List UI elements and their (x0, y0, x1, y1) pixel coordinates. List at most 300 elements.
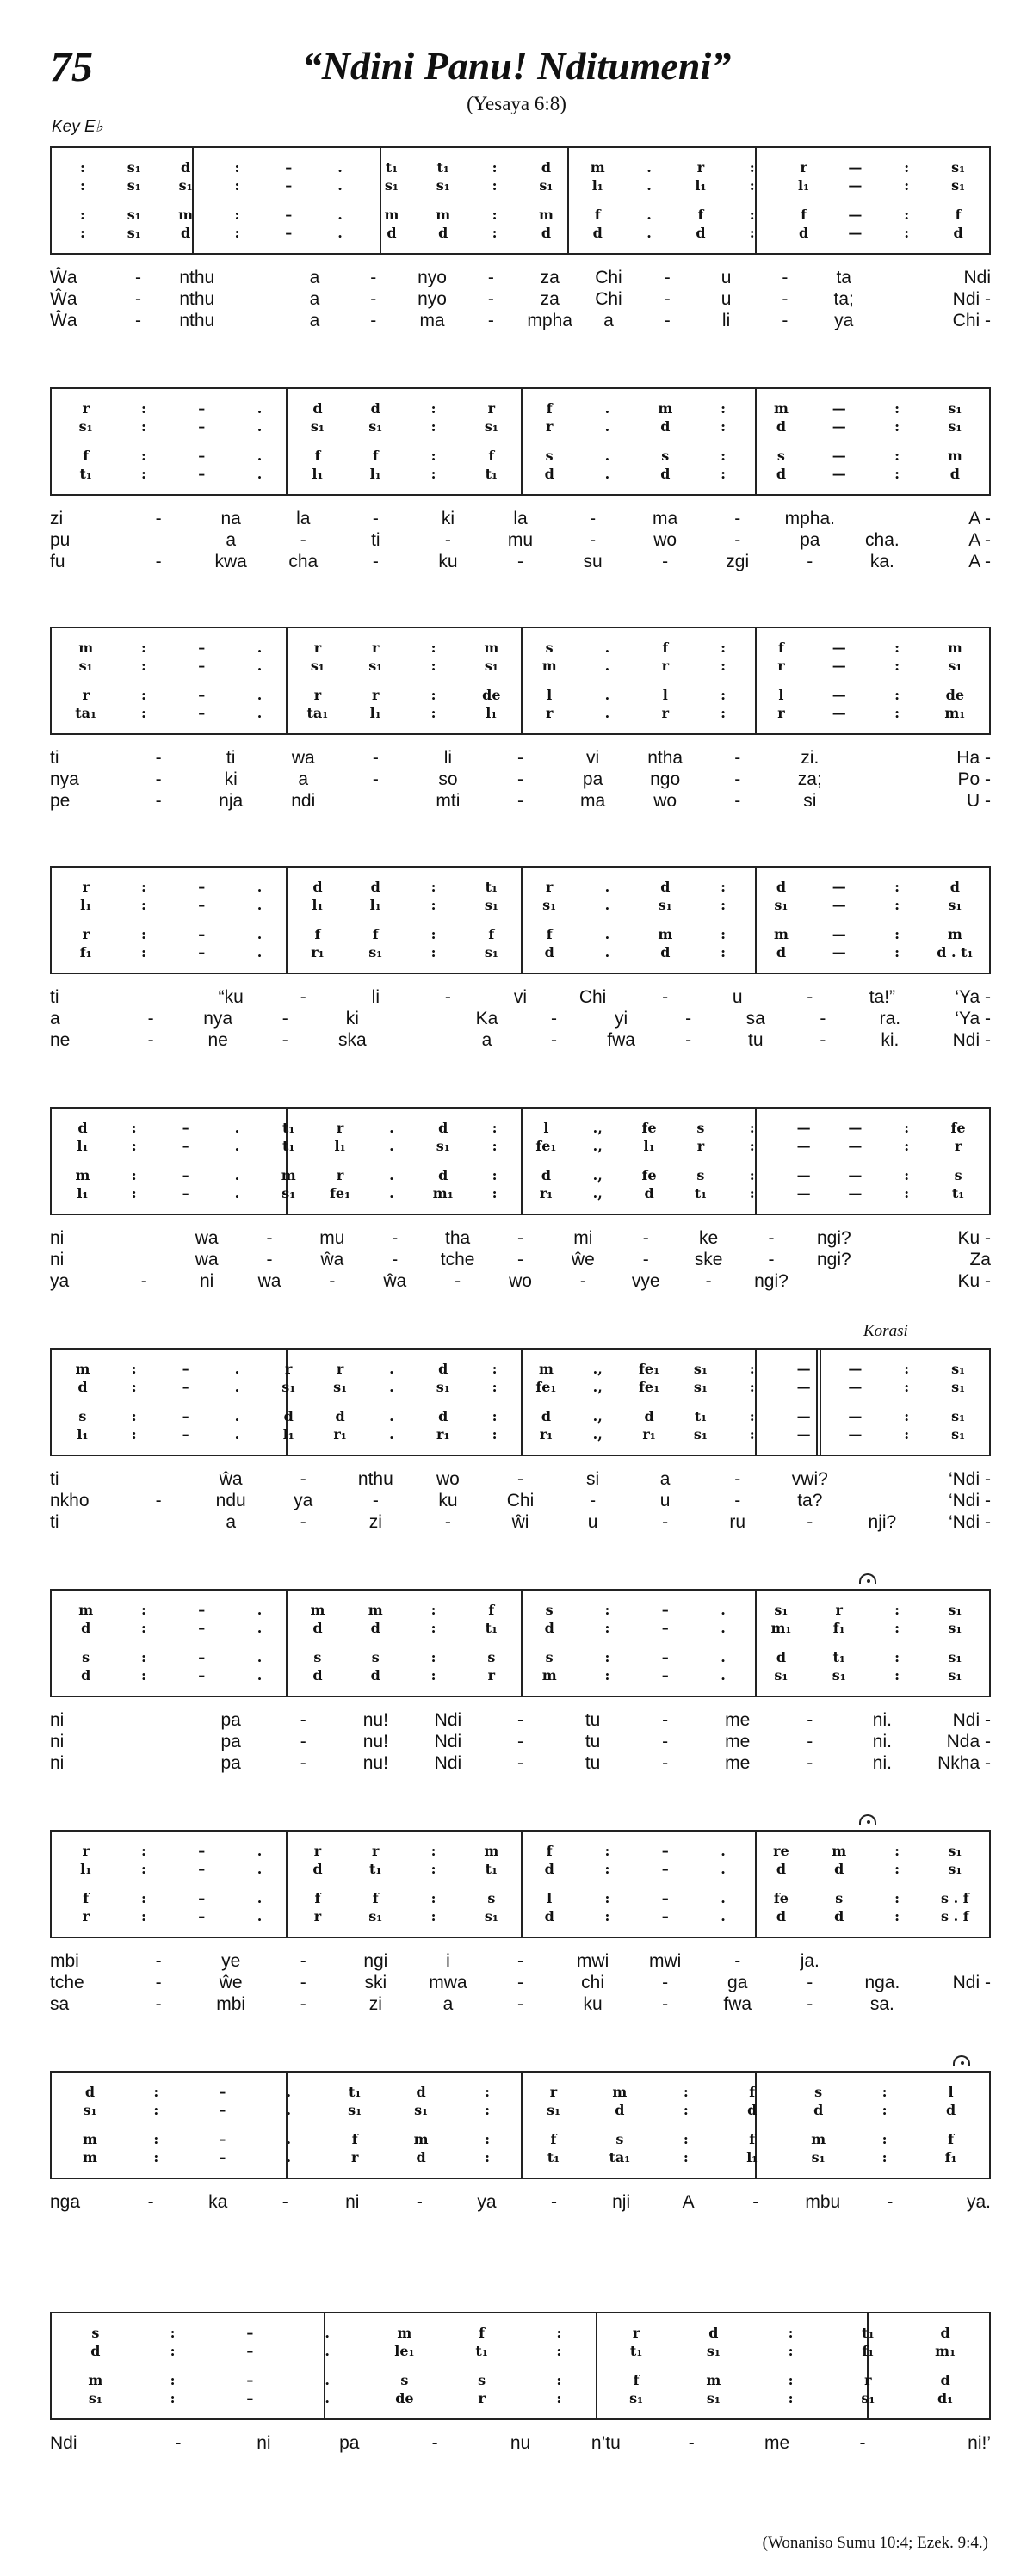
solfa-note: r (800, 158, 807, 176)
solfa-note: r (478, 2389, 486, 2406)
voice-part-row (57, 417, 984, 435)
lyric-line (50, 1008, 991, 1029)
lyric-syllable: a (226, 1511, 237, 1532)
lyric-syllable: Ku - (957, 1227, 991, 1248)
solfa-note: f (633, 2371, 640, 2388)
solfa-note: s (696, 1166, 705, 1183)
solfa-note: . (604, 447, 610, 464)
solfa-note: – (661, 1619, 669, 1636)
solfa-note: : (141, 704, 146, 721)
voice-part-row (57, 896, 984, 913)
solfa-note: . (257, 704, 263, 721)
solfa-note: f (372, 447, 379, 464)
lyric-syllable: vye (631, 1270, 660, 1291)
solfa-note: : (749, 1137, 755, 1154)
solfa-note: . (604, 896, 610, 913)
solfa-note: r (313, 1842, 322, 1859)
lyric-syllable: - (662, 1731, 669, 1751)
solfa-note: r₁ (333, 1425, 347, 1442)
voice-part-row (57, 1860, 984, 1877)
solfa-note: : (153, 2083, 159, 2100)
lyric-syllable: zi (368, 1993, 382, 2014)
solfa-note: . (721, 1842, 726, 1859)
lyric-syllable: wo (653, 529, 677, 550)
solfa-note: : (894, 686, 900, 703)
solfa-note: m (413, 2130, 429, 2147)
solfa-note: – (198, 447, 206, 464)
solfa-note: : (749, 1425, 755, 1442)
lyric-syllable: - (372, 508, 379, 528)
lyric-syllable: - (372, 1490, 379, 1510)
lyric-syllable: n’tu (591, 2432, 621, 2453)
lyric-syllable: u (721, 288, 732, 309)
solfa-note: d (834, 1907, 844, 1924)
lyric-syllable: a (442, 1993, 454, 2014)
lyric-syllable: Ha - (956, 747, 991, 768)
lyric-syllable: - (516, 1972, 523, 1992)
solfa-note: – (661, 1666, 669, 1683)
solfa-note: . (257, 878, 263, 895)
lyric-syllable: Ŵa (50, 267, 77, 287)
solfa-note: r₁ (642, 1425, 656, 1442)
solfa-note: r (350, 2148, 359, 2165)
solfa-note: t₁ (485, 1860, 498, 1877)
solfa-note: r (82, 878, 90, 895)
solfa-note: . (604, 925, 610, 942)
solfa-note: l (543, 1119, 549, 1136)
fermata-icon (859, 1814, 876, 1825)
lyric-syllable: - (516, 1731, 523, 1751)
lyric-syllable: - (487, 288, 494, 309)
solfa-note: : (894, 417, 900, 435)
lyric-syllable: - (266, 1227, 273, 1248)
solfa-note: . (721, 1889, 726, 1906)
lyric-syllable: pa (220, 1752, 241, 1773)
lyric-line (50, 1993, 991, 2015)
solfa-note: : (234, 224, 240, 241)
solfa-note: . (257, 686, 263, 703)
solfa-note: : (894, 878, 900, 895)
solfa-note: s . f (941, 1907, 969, 1924)
hymn-scripture-reference: (Yesaya 6:8) (467, 93, 566, 114)
solfa-note: . (337, 224, 343, 241)
lyric-syllable: - (372, 747, 379, 768)
lyric-syllable: - (147, 1008, 154, 1029)
solfa-note: d (81, 1619, 91, 1636)
solfa-note: r (835, 1601, 843, 1618)
solfa-note: d (747, 2101, 758, 2118)
lyric-syllable: mbi (50, 1950, 79, 1971)
lyric-syllable: nu! (362, 1709, 388, 1730)
solfa-note: . (234, 1184, 240, 1202)
lyric-line (50, 1490, 991, 1511)
lyric-syllable: ni (50, 1731, 65, 1751)
solfa-note: – (182, 1360, 189, 1377)
solfa-note: s (82, 1648, 90, 1665)
lyric-syllable: - (664, 310, 671, 330)
solfa-note: . (257, 896, 263, 913)
solfa-note: : (131, 1378, 137, 1395)
lyric-syllable: li (443, 747, 453, 768)
solfa-note: : (788, 2324, 794, 2341)
lyric-syllable: - (281, 1029, 288, 1050)
lyric-syllable: ki. (881, 1029, 900, 1050)
solfa-note: d (660, 878, 671, 895)
solfa-note: d (180, 224, 191, 241)
solfa-note: . (646, 224, 652, 241)
solfa-note: r (487, 1666, 496, 1683)
lyric-line (50, 1249, 991, 1270)
lyric-syllable: vi (513, 986, 528, 1007)
solfa-note: : (153, 2101, 159, 2118)
solfa-note: s₁ (384, 176, 399, 194)
solfa-note: — (832, 878, 846, 895)
solfa-note: . (604, 704, 610, 721)
lyric-syllable: - (431, 2432, 438, 2453)
lyric-syllable: - (175, 2432, 182, 2453)
solfa-note: . (286, 2148, 292, 2165)
solfa-note: — (848, 206, 863, 223)
solfa-note: : (721, 686, 727, 703)
solfa-note: : (141, 896, 146, 913)
lyric-syllable: - (444, 986, 451, 1007)
solfa-note: r (777, 657, 785, 674)
lyric-syllable: Nkha - (937, 1752, 991, 1773)
solfa-note: : (683, 2130, 689, 2147)
solfa-note: s₁ (88, 2389, 102, 2406)
lyric-syllable: - (516, 1993, 523, 2014)
solfa-note: – (182, 1184, 189, 1202)
solfa-note: : (904, 1378, 910, 1395)
solfa-note: r₁ (539, 1184, 554, 1202)
voice-part-row (57, 465, 984, 482)
solfa-note: : (430, 925, 436, 942)
solfa-note: — (832, 639, 846, 656)
solfa-note: . (257, 1907, 263, 1924)
voice-part-row (57, 2101, 984, 2118)
solfa-note: re (773, 1842, 789, 1859)
solfa-note: s₁ (484, 943, 498, 961)
solfa-note: — (832, 704, 846, 721)
lyric-syllable: wa (257, 1270, 281, 1291)
solfa-note: s (661, 447, 670, 464)
solfa-note: t₁ (436, 158, 449, 176)
lyric-syllable: a (50, 1008, 60, 1029)
lyric-syllable: ni (199, 1270, 214, 1291)
solfa-note: s₁ (484, 896, 498, 913)
lyrics-block (50, 2432, 991, 2454)
lyric-syllable: tu (585, 1731, 601, 1751)
lyric-syllable: wo (436, 1468, 460, 1489)
lyric-syllable: - (444, 1511, 451, 1532)
lyric-line (50, 529, 991, 551)
lyric-syllable: kwa (214, 551, 247, 571)
voice-part-row (57, 2083, 984, 2100)
lyric-syllable: - (516, 769, 523, 789)
lyric-syllable: - (300, 1731, 306, 1751)
solfa-note: : (556, 2342, 562, 2359)
solfa-note: . (257, 1601, 263, 1618)
solfa-note: s (545, 639, 554, 656)
lyric-syllable: tu (747, 1029, 764, 1050)
solfa-note: : (430, 896, 436, 913)
solfa-note: : (721, 417, 727, 435)
solfa-note: f (488, 447, 495, 464)
lyric-syllable: a (226, 529, 237, 550)
solfa-note: l (662, 686, 668, 703)
solfa-note: : (904, 1425, 910, 1442)
solfa-note: – (198, 1842, 206, 1859)
lyric-syllable: li (721, 310, 731, 330)
solfa-note: : (894, 704, 900, 721)
lyric-syllable: - (300, 529, 306, 550)
solfa-note: – (182, 1425, 189, 1442)
lyric-syllable: nkho (50, 1490, 90, 1510)
solfa-note: : (749, 1119, 755, 1136)
solfa-note: m (947, 447, 962, 464)
lyric-syllable: - (372, 551, 379, 571)
lyric-syllable: - (444, 529, 451, 550)
solfa-note: s₁ (948, 1842, 962, 1859)
solfa-note: – (246, 2324, 254, 2341)
lyric-syllable: - (734, 1490, 741, 1510)
lyrics-block (50, 1709, 991, 1774)
lyric-syllable: - (516, 1249, 523, 1269)
voice-part-row (57, 1907, 984, 1924)
lyric-syllable: ‘Ndi - (948, 1468, 991, 1489)
solfa-note: r (313, 639, 322, 656)
voice-part-row (57, 1648, 984, 1665)
lyric-syllable: Chi (595, 288, 622, 309)
solfa-note: : (721, 704, 727, 721)
music-system (50, 146, 991, 331)
lyric-line (50, 1731, 991, 1752)
lyric-syllable: - (147, 1029, 154, 1050)
solfa-staff-box (50, 2312, 991, 2420)
solfa-note: : (788, 2371, 794, 2388)
solfa-note: . (389, 1360, 394, 1377)
solfa-note: : (721, 657, 727, 674)
solfa-note: — (796, 1425, 811, 1442)
solfa-note: : (485, 2130, 490, 2147)
solfa-note: . (234, 1119, 240, 1136)
lyric-syllable: na (220, 508, 241, 528)
solfa-note: : (749, 224, 755, 241)
solfa-note: s₁ (948, 417, 962, 435)
lyric-line (50, 310, 991, 331)
solfa-note: : (894, 896, 900, 913)
solfa-note: — (832, 417, 846, 435)
lyric-syllable: cha (288, 551, 319, 571)
solfa-staff-box (50, 627, 991, 735)
lyric-syllable: - (579, 1270, 586, 1291)
lyric-syllable: - (782, 267, 789, 287)
solfa-note: r (285, 1360, 293, 1377)
lyric-syllable: nthu (179, 267, 215, 287)
lyric-syllable: - (662, 1972, 669, 1992)
solfa-note: . (337, 206, 343, 223)
lyrics-block (50, 1468, 991, 1533)
solfa-note: f (83, 1889, 90, 1906)
lyric-line (50, 1227, 991, 1249)
solfa-note: : (131, 1407, 137, 1424)
lyric-line (50, 790, 991, 812)
solfa-note: r₁ (311, 943, 325, 961)
lyric-syllable: - (551, 2191, 558, 2212)
solfa-note: . (257, 1666, 263, 1683)
solfa-note: f (594, 206, 601, 223)
voice-part-row (57, 2371, 984, 2388)
solfa-note: m (75, 1360, 90, 1377)
solfa-note: ., (592, 1119, 603, 1136)
lyric-syllable: ki (345, 1008, 359, 1029)
solfa-note: s₁ (368, 943, 383, 961)
music-system (50, 1830, 991, 2015)
lyric-syllable: - (266, 1249, 273, 1269)
lyric-syllable: mu (507, 529, 534, 550)
lyric-syllable: tu (585, 1709, 601, 1730)
solfa-note: – (198, 657, 206, 674)
solfa-note: — (848, 1407, 863, 1424)
solfa-note: s₁ (693, 1360, 708, 1377)
solfa-note: r (372, 686, 380, 703)
lyric-syllable: sa (745, 1008, 765, 1029)
solfa-note: d (660, 465, 671, 482)
solfa-note: — (848, 1166, 863, 1183)
solfa-note: de (482, 686, 501, 703)
solfa-note: s (371, 1648, 380, 1665)
solfa-note: : (904, 1407, 910, 1424)
solfa-note: — (848, 176, 863, 194)
lyric-syllable: nyo (418, 288, 447, 309)
lyric-syllable: Ndi (434, 1752, 462, 1773)
lyric-syllable: - (590, 1490, 597, 1510)
lyric-syllable: Chi - (952, 310, 991, 330)
solfa-note: – (198, 686, 206, 703)
solfa-note: . (257, 399, 263, 417)
lyric-syllable: wa (195, 1227, 219, 1248)
solfa-note: : (430, 639, 436, 656)
solfa-note: – (285, 158, 293, 176)
lyric-syllable: ŵa (383, 1270, 407, 1291)
lyric-syllable: ki (441, 508, 455, 528)
solfa-note: : (749, 1166, 755, 1183)
lyric-syllable: ni. (872, 1752, 892, 1773)
solfa-note: . (337, 176, 343, 194)
key-signature: Key E♭ (52, 118, 103, 136)
solfa-note: . (389, 1407, 394, 1424)
lyric-syllable: pa (220, 1731, 241, 1751)
lyric-syllable: mbu (805, 2191, 841, 2212)
solfa-note: r (696, 158, 705, 176)
solfa-note: s₁ (658, 896, 672, 913)
lyric-syllable: a (659, 1468, 671, 1489)
solfa-note: ta₁ (306, 704, 329, 721)
solfa-note: s₁ (127, 206, 141, 223)
solfa-note: s₁ (78, 657, 93, 674)
lyric-syllable: - (134, 288, 141, 309)
solfa-note: : (881, 2148, 888, 2165)
lyric-syllable: ‘Ya - (955, 1008, 991, 1029)
solfa-note: : (904, 1166, 910, 1183)
solfa-note: ., (592, 1425, 603, 1442)
lyric-syllable: - (300, 1511, 306, 1532)
solfa-note: : (430, 878, 436, 895)
lyric-syllable: sa. (869, 1993, 894, 2014)
solfa-note: . (721, 1860, 726, 1877)
solfa-note: . (604, 417, 610, 435)
lyric-syllable: tha (445, 1227, 471, 1248)
solfa-note: — (796, 1378, 811, 1395)
lyric-syllable: fwa (723, 1993, 752, 2014)
solfa-note: – (198, 1907, 206, 1924)
solfa-note: f (546, 1842, 553, 1859)
lyric-syllable: Ŵa (50, 310, 77, 330)
solfa-note: — (796, 1360, 811, 1377)
lyric-syllable: ni. (872, 1731, 892, 1751)
lyric-syllable: ki (224, 769, 238, 789)
solfa-note: ., (592, 1184, 603, 1202)
lyric-syllable: ma (653, 508, 678, 528)
solfa-note: . (257, 465, 263, 482)
solfa-note: . (721, 1601, 726, 1618)
solfa-note: – (182, 1119, 189, 1136)
lyric-syllable: - (155, 1950, 162, 1971)
lyric-syllable: ma (579, 790, 606, 811)
solfa-note: – (198, 704, 206, 721)
voice-part-row (57, 1666, 984, 1683)
solfa-note: – (219, 2130, 226, 2147)
solfa-note: : (131, 1166, 137, 1183)
solfa-staff-box (50, 146, 991, 255)
solfa-note: s₁ (951, 1425, 966, 1442)
voice-part-row (57, 878, 984, 895)
solfa-note: s₁ (948, 399, 962, 417)
lyric-line (50, 1972, 991, 1993)
solfa-note: r (545, 878, 554, 895)
solfa-note: : (904, 206, 910, 223)
lyric-line (50, 1270, 991, 1292)
solfa-note: s₁ (542, 896, 557, 913)
lyric-syllable: za (540, 267, 560, 287)
solfa-note: r (545, 704, 554, 721)
lyric-syllable: ni (345, 2191, 360, 2212)
solfa-note: r (336, 1119, 344, 1136)
solfa-note: s₁ (948, 1860, 962, 1877)
solfa-note: — (832, 399, 846, 417)
lyric-syllable: - (807, 1731, 813, 1751)
lyric-syllable: Chi (595, 267, 622, 287)
lyric-syllable: nthu (179, 288, 215, 309)
lyric-line (50, 747, 991, 769)
lyric-syllable: - (734, 508, 741, 528)
lyric-line (50, 2432, 991, 2454)
lyric-syllable: ndi (291, 790, 316, 811)
solfa-note: s₁ (948, 1619, 962, 1636)
solfa-note: l₁ (643, 1137, 655, 1154)
solfa-note: — (832, 943, 846, 961)
solfa-note: d (949, 878, 960, 895)
solfa-note: : (894, 447, 900, 464)
lyric-syllable: su (583, 551, 603, 571)
solfa-note: . (234, 1360, 240, 1377)
lyric-syllable: nyo (418, 267, 447, 287)
solfa-note: : (79, 224, 85, 241)
lyric-syllable: ke (699, 1227, 719, 1248)
solfa-note: . (604, 943, 610, 961)
solfa-note: f (777, 639, 784, 656)
solfa-note: : (492, 1378, 498, 1395)
